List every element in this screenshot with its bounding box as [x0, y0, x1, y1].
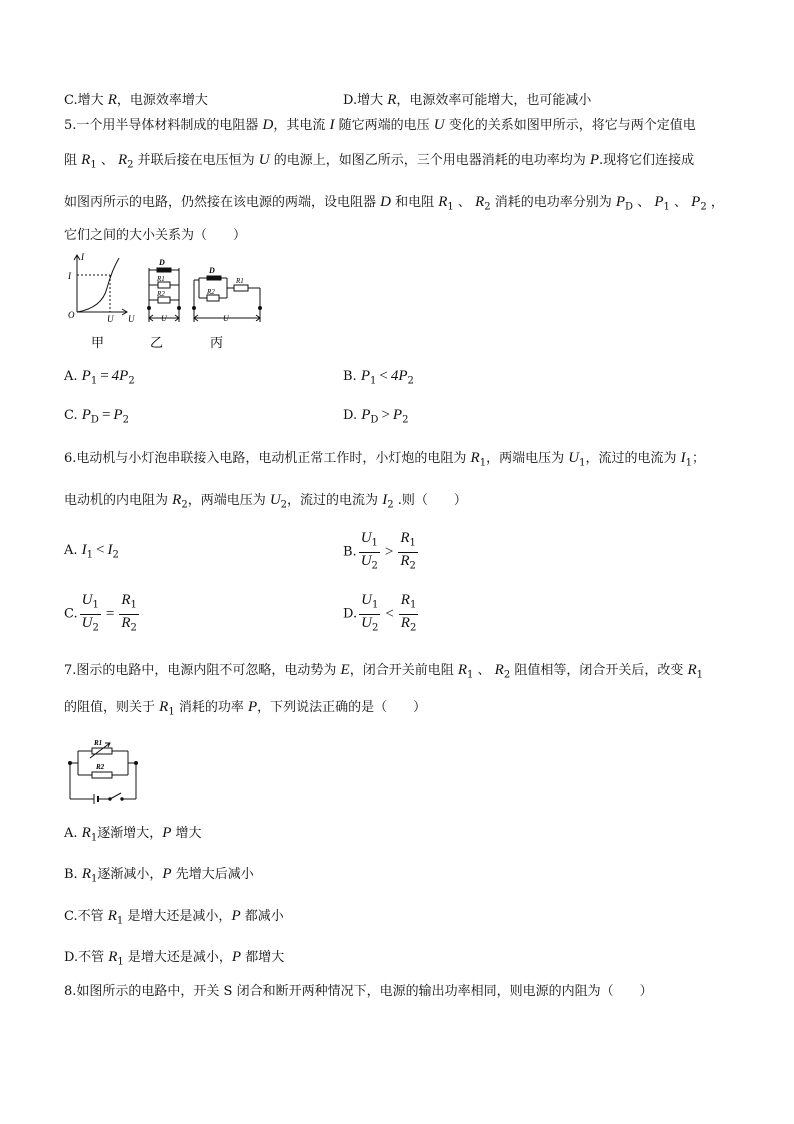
q7-r1-label: R1: [94, 739, 103, 747]
q6-line2: 电动机的内电阻为 $R_2$，两端电压为 $U_2$，流过的电流为 $I_2$ .则（ ）: [64, 492, 467, 511]
bing-r1-label: R1: [236, 277, 244, 285]
q5-line2: 阻 $R_1$ 、 $R_2$ 并联后接在电压恒为 U 的电源上，如图乙所示，三个用电器消耗的电功率均为 P.现将它们连接成: [64, 152, 695, 171]
graph-jia: [74, 255, 127, 315]
caption-jia: 甲: [91, 335, 105, 350]
caption-bing: 丙: [210, 335, 224, 350]
q7-option-a: A. $R_1$逐渐增大，P 增大: [64, 825, 202, 844]
q8-line1: 8.如图所示的电路中，开关 S 闭合和断开两种情况下，电源的输出功率相同，则电源的内阻为（ ）: [64, 984, 653, 999]
q7-option-b: B. $R_1$逐渐减小，P 先增大后减小: [64, 866, 254, 885]
yi-d-label: D: [159, 258, 165, 267]
q5-option-b: B. $P_1 < 4P_2$: [343, 368, 414, 387]
q6-option-b: B. $\frac{U_1}{U_2}$ > $\frac{R_1}{R_2}$: [343, 530, 416, 572]
yi-r2-label: R2: [157, 290, 165, 298]
q5-line1: 5.一个用半导体材料制成的电阻器 D，其电流 I 随它两端的电压 U 变化的关系如图甲所示，将它与两个定值电: [64, 117, 696, 133]
yi-r1-label: R1: [157, 275, 165, 283]
q7-line2: 的阻值，则关于 $R_1$ 消耗的功率 P，下列说法正确的是（ ）: [64, 699, 427, 718]
axis-u-label: U: [128, 314, 135, 324]
q7-line1: 7.图示的电路中，电源内阻不可忽略，电动势为 E，闭合开关前电阻 $R_1$ 、 $R_2$ 阻值相等，闭合开关后，改变 $R_1$: [64, 662, 704, 681]
q7-option-d: D.不管 $R_1$ 是增大还是减小，P 都增大: [64, 949, 285, 968]
tick-i-label: I: [68, 271, 71, 281]
caption-yi: 乙: [150, 335, 164, 350]
bing-u-label: U: [223, 314, 229, 323]
q6-option-c: C. $\frac{U_1}{U_2}$ = $\frac{R_1}{R_2}$: [64, 592, 137, 634]
axis-i-label: I: [81, 252, 84, 262]
q7-r2-label: R2: [96, 763, 105, 771]
q6-option-a: A. $I_1 < I_2$: [64, 542, 119, 561]
yi-u-label: U: [161, 314, 167, 323]
tick-u-label: U: [107, 314, 114, 324]
q5-line4: 它们之间的大小关系为（ ）: [64, 228, 247, 243]
q5-figure: [62, 250, 272, 352]
q5-option-c: C. $P_D = P_2$: [64, 407, 129, 426]
q5-line3: 如图丙所示的电路，仍然接在该电源的两端，设电阻器 D 和电阻 $R_1$ 、 $R_2$ 消耗的电功率分别为 $P_D$ 、 $P_1$ 、 $P_2$ ，: [64, 194, 724, 213]
q4-option-c: C.增大 R，电源效率增大: [64, 92, 208, 108]
q7-option-c: C.不管 $R_1$ 是增大还是减小，P 都减小: [64, 908, 284, 927]
q6-option-d: D. $\frac{U_1}{U_2}$ < $\frac{R_1}{R_2}$: [343, 592, 417, 634]
q4-option-d: D.增大 R，电源效率可能增大，也可能减小: [343, 92, 592, 108]
q5-option-d: D. $P_D > P_2$: [343, 407, 409, 426]
q5-option-a: A. $P_1 = 4P_2$: [64, 368, 135, 387]
origin-label: O: [68, 310, 75, 320]
bing-r2-label: R2: [207, 288, 215, 296]
q6-line1: 6.电动机与小灯泡串联接入电路，电动机正常工作时，小灯炮的电阻为 $R_1$，两端电压为 $U_1$，流过的电流为 $I_1$；: [64, 450, 705, 469]
bing-d-label: D: [209, 266, 215, 275]
q7-circuit-figure: [66, 735, 142, 805]
